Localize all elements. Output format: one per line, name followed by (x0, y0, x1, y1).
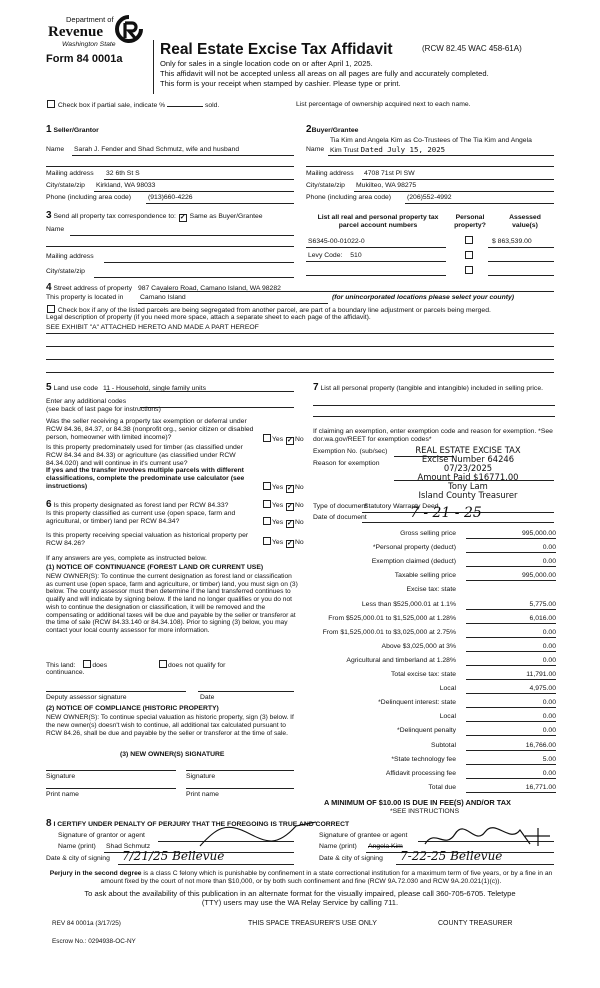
tax-row-label: Above $3,025,000 at 3% (381, 642, 456, 650)
located-line (138, 303, 328, 304)
parcel-line-3 (306, 275, 446, 276)
tax-row-label: Taxable selling price (394, 572, 456, 580)
buyer-city-value[interactable]: Mukilteo, WA 98275 (356, 182, 417, 189)
tax-row-value[interactable]: 0.00 (466, 699, 556, 708)
tax-row-label: Agricultural and timberland at 1.28% (346, 656, 456, 664)
see-instructions: *SEE INSTRUCTIONS (390, 808, 460, 815)
dor-logo-icon (114, 15, 144, 43)
buyer-trust-dated: Dated July 15, 2025 (360, 145, 446, 154)
doc-date-line (362, 522, 554, 523)
tax-row-label: *Delinquent interest: state (378, 699, 456, 707)
see-back-note: (see back of last page for instructions) (46, 406, 161, 413)
treasurer-stamp (380, 446, 556, 500)
personal-property-checkbox-1[interactable] (465, 236, 473, 244)
tax-row-label: From $1,525,000.01 to $3,025,000 at 2.75% (322, 628, 456, 636)
timber-yes-no: Yes ✓ No (262, 482, 304, 493)
additional-codes-label: Enter any additional codes (46, 398, 127, 405)
section4-address-row: 4 Street address of property 987 Cavalero Road, Camano Island, WA 98282 (46, 282, 281, 293)
grantee-name-value[interactable]: Angela Kim (368, 843, 403, 850)
section7-label: 7 List all personal property (tangible and intangible) included in selling price. (313, 382, 543, 393)
timber-question: Is this property predominately used for timber (as classified under RCW 84.34 and 84.33) or agriculture (as classified under RCW 84.34.020) and will continue in it's current use? (46, 444, 243, 468)
legal-description-label: Legal description of property (if you need more space, attach a separate sheet to each page of the affidavit). (46, 314, 371, 321)
tax-row-value[interactable]: 16,766.00 (466, 742, 556, 751)
levy-code[interactable]: Levy Code: 510 (308, 252, 362, 259)
tax-row (313, 558, 556, 569)
notice-compliance-title: (2) NOTICE OF COMPLIANCE (HISTORIC PROPERTY) (46, 705, 219, 712)
tax-row (313, 586, 556, 597)
timber-question-2: If yes and the transfer involves multiple parcels with different classifications, complete the predominate use calculator (see instructions) (46, 467, 245, 491)
section3-city-line (94, 277, 294, 278)
buyer-phone-value[interactable]: (206)552-4992 (407, 194, 452, 201)
tax-row-value[interactable]: 0.00 (466, 657, 556, 666)
tax-row-label: *Delinquent penalty (397, 727, 456, 735)
tax-row-label: Less than $525,000.01 at 1.1% (361, 600, 456, 608)
dept-line3: Washington State (62, 41, 116, 48)
partial-sale-row (46, 100, 219, 110)
tax-row-label: Excise tax: state (406, 586, 456, 594)
header-note-2: This affidavit will not be accepted unless all areas on all pages are fully and accurately completed. (160, 69, 489, 78)
section3-mailing-label: Mailing address (46, 253, 94, 260)
section3-city-label: City/state/zip (46, 268, 85, 275)
stamp-line1: REAL ESTATE EXCISE TAX (415, 445, 521, 455)
grantor-date-line (118, 864, 294, 865)
owner-signature-line-2[interactable] (186, 770, 294, 771)
header-divider (153, 40, 154, 94)
legal-line-2 (46, 346, 554, 347)
tax-row (313, 685, 556, 696)
personal-property-line-2[interactable] (313, 416, 555, 417)
personal-property-col-header: Personal property? (454, 214, 486, 230)
buyer-name-line-2 (306, 166, 554, 167)
tax-row-label: Affidavit processing fee (385, 769, 456, 777)
historic-yes-checkbox[interactable] (263, 537, 271, 545)
tax-row (313, 784, 556, 795)
tax-row-value[interactable]: 5.00 (466, 756, 556, 765)
stamp-line4: Amount Paid $16771.00 (417, 472, 519, 483)
tax-row-value[interactable]: 0.00 (466, 629, 556, 638)
dept-line2: Revenue (48, 24, 103, 40)
tax-row (313, 770, 556, 781)
header-note-1: Only for sales in a single location code on or after April 1, 2025. (160, 59, 373, 68)
grantor-signature-scribble (196, 818, 326, 850)
minimum-due-note: A MINIMUM OF $10.00 IS DUE IN FEE(S) AND/OR TAX (324, 798, 511, 807)
parcel-col-header: List all real and personal property tax parcel account numbers (317, 214, 439, 230)
grantor-date-label: Date & city of signing (46, 855, 110, 862)
parcel-line-2 (306, 261, 446, 262)
tax-row (313, 727, 556, 738)
form-title: Real Estate Excise Tax Affidavit (160, 41, 393, 58)
tax-row-value[interactable]: 0.00 (466, 770, 556, 779)
tax-row-label: Gross selling price (400, 530, 456, 537)
stamp-line2: Excise Number 64246 (421, 454, 515, 465)
grantee-date-label: Date & city of signing (319, 855, 383, 862)
unincorporated-note: (for unincorporated locations please select your county) (332, 294, 515, 301)
buyer-name-line1[interactable]: Tia Kim and Angela Kim as Co-Trustees of The Tia Kim and Angela (330, 137, 532, 144)
tax-row (313, 756, 556, 767)
section3-name-line-2 (46, 246, 294, 247)
this-land-row: This land: does does not qualify for (46, 662, 226, 669)
partial-sale-percent-field[interactable] (167, 106, 203, 107)
ownership-note: List percentage of ownership acquired next to each name. (296, 101, 471, 108)
located-label: This property is located in (46, 294, 124, 301)
buyer-city-label: City/state/zip (306, 182, 345, 189)
perjury-statement: Perjury in the second degree is a class C felony which is punishable by confinement in a state correctional institution for a maximum term of five years, or by a fine in an amount fixed by the court of not more than $10,000, or by both such confinement and fine (RCW 9A.72.030 and RCW 9A.20.021(1)(c)). (49, 870, 553, 885)
tax-row (313, 699, 556, 710)
grantee-date-line (396, 864, 554, 865)
tax-row-value[interactable]: 16,771.00 (466, 784, 556, 793)
deputy-date-label: Date (200, 694, 215, 701)
tax-row (313, 657, 556, 668)
exemption-yes-no: Yes ✓ No (262, 434, 304, 445)
seller-name-value[interactable]: Sarah J. Fender and Shad Schmutz, wife and husband (74, 146, 240, 153)
treasurer-use-only: THIS SPACE TREASURER'S USE ONLY (248, 920, 377, 927)
forest-question: 6 Is this property designated as forest land per RCW 84.33? (46, 499, 229, 510)
tax-row-label: Subtotal (431, 741, 456, 749)
partial-sale-checkbox[interactable] (47, 100, 55, 108)
tax-row (313, 742, 556, 753)
seller-city-label: City/state/zip (46, 182, 85, 189)
tax-row-value[interactable]: 0.00 (466, 713, 556, 722)
current-use-question: Is this property classified as current use (open space, farm and agricultural, or timber) land per RCW 84.34? (46, 510, 236, 526)
seller-name-line (72, 155, 294, 156)
rev-number: REV 84 0001a (3/17/25) (52, 920, 121, 927)
county-treasurer: COUNTY TREASURER (438, 920, 513, 927)
section3-name-label: Name (46, 226, 65, 233)
personal-property-checkbox-2[interactable] (465, 251, 473, 259)
doc-date-label: Date of document (313, 514, 367, 521)
deputy-signature-label: Deputy assessor signature (46, 694, 127, 701)
segregated-checkbox[interactable] (47, 305, 55, 313)
grantor-name-label: Name (print) (58, 843, 96, 850)
owner-signature-label-2: Signature (186, 773, 216, 780)
seller-heading: 1 Seller/Grantor (46, 124, 99, 135)
grantor-date-value[interactable]: 7/21/25 Bellevue (122, 849, 225, 863)
tax-row (313, 572, 556, 583)
buyer-heading: 2Buyer/Grantee (306, 124, 359, 135)
located-value[interactable]: Camano Island (140, 294, 186, 301)
tax-row (313, 601, 556, 612)
owner-print-label-2: Print name (186, 791, 219, 798)
alt-format-note: To ask about the availability of this publication in an alternate format for the visually impaired, please call 360-705-6705. Teletype (TTY) users may use the WA Relay Service by calling 711. (84, 889, 516, 907)
buyer-name-label: Name (306, 146, 325, 153)
stamp-line3: 07/23/2025 (443, 463, 493, 474)
exemption-question: Was the seller receiving a property tax exemption or deferral under RCW 84.36, 84.37, or 84.38 (nonprofit org., senior citizen or disabled person, homeowner with limited income)? (46, 418, 254, 442)
owner-print-label-1: Print name (46, 791, 79, 798)
certify-heading: 8 I CERTIFY UNDER PENALTY OF PERJURY THAT THE FOREGOING IS TRUE AND CORRECT (46, 818, 350, 829)
current-use-yes-no: Yes ✓ No (262, 517, 304, 528)
buyer-mailing-line (362, 179, 554, 180)
deputy-date-line[interactable] (198, 691, 294, 692)
doc-type-label: Type of document (313, 503, 368, 510)
stamp-line6: Island County Treasurer (418, 490, 518, 501)
tax-row (313, 629, 556, 640)
exemption-yes-checkbox[interactable] (263, 434, 271, 442)
tax-row-value[interactable]: 995,000.00 (466, 530, 556, 539)
exemption-no-checkbox[interactable]: ✓ (287, 437, 293, 444)
grantee-date-value[interactable]: 7-22-25 Bellevue (400, 849, 503, 863)
does-qualify-checkbox[interactable] (83, 660, 91, 668)
legal-description-text[interactable]: SEE EXHIBIT "A" ATTACHED HERETO AND MADE A PART HEREOF (46, 324, 259, 331)
forest-no-checkbox[interactable]: ✓ (287, 503, 293, 510)
tax-row-label: *Personal property (deduct) (372, 544, 456, 552)
rcw-reference: (RCW 82.45 WAC 458-61A) (422, 44, 522, 53)
tax-row-value[interactable]: 0.00 (466, 544, 556, 553)
personal-property-checkbox-3[interactable] (465, 266, 473, 274)
tax-row (313, 530, 556, 541)
property-address-line (160, 291, 554, 292)
current-use-no-checkbox[interactable]: ✓ (287, 520, 293, 527)
buyer-name-line2[interactable]: Kim Trust Dated July 15, 2025 (330, 145, 446, 154)
grantor-name-value[interactable]: Shad Schmutz (106, 843, 151, 850)
assessed-line-1 (488, 247, 554, 248)
buyer-phone-label: Phone (including area code) (306, 194, 392, 201)
legal-line-3 (46, 359, 554, 360)
exemption-note: If claiming an exemption, enter exemption code and reason for exemption. *See dor.wa.gov/REET for exemption codes* (313, 428, 553, 444)
land-use-code[interactable]: 11 - Household, single family units (102, 385, 206, 392)
seller-mailing-line (104, 179, 294, 180)
tax-row (313, 713, 556, 724)
owner-print-line-1[interactable] (46, 788, 176, 789)
section3-mailing-line (104, 262, 294, 263)
tax-row-value[interactable]: 4,975.00 (466, 685, 556, 694)
property-address[interactable]: 987 Cavalero Road, Camano Island, WA 98282 (137, 285, 281, 292)
tax-row-value[interactable]: 0.00 (466, 727, 556, 736)
exemption-no-label: Exemption No. (sub/sec) (313, 448, 388, 455)
tax-row-value[interactable]: 11,791.00 (466, 671, 556, 680)
escrow-number: Escrow No.: 0294938-OC-NY (52, 938, 136, 945)
section3-name-line (70, 235, 294, 236)
partial-sale-label: Check box if partial sale, indicate % (57, 102, 166, 109)
same-as-buyer-checkbox[interactable]: ✓ (179, 214, 186, 221)
tax-row-label: From $525,000.01 to $1,525,000 at 1.28% (328, 614, 456, 622)
owner-signature-line-1[interactable] (46, 770, 176, 771)
seller-mailing-value[interactable]: 32 6th St S (106, 170, 140, 177)
seller-name-label: Name (46, 146, 65, 153)
doc-date-value[interactable]: 7 - 21 - 25 (410, 505, 482, 521)
tax-row-label: Local (439, 685, 456, 693)
grantor-signature-label: Signature of grantor or agent (58, 832, 145, 839)
tax-row-value[interactable]: 6,016.00 (466, 615, 556, 624)
historic-question: Is this property receiving special valuation as historical property per RCW 84.26? (46, 532, 249, 548)
tax-row-label: Exemption claimed (deduct) (371, 558, 456, 566)
land-use-line (106, 391, 294, 392)
seller-city-line (94, 191, 294, 192)
tax-row (313, 671, 556, 682)
forest-yes-no: Yes ✓ No (262, 500, 304, 511)
form-number: Form 84 0001a (46, 53, 123, 65)
tax-row-value[interactable]: 0.00 (466, 643, 556, 652)
segregated-row: Check box if any of the listed parcels are being segregated from another parcel, are part of a boundary line adjustment or parcels being merged. (46, 305, 556, 315)
tax-row-value[interactable]: 995,000.00 (466, 572, 556, 581)
assessed-line-2 (488, 261, 554, 262)
tax-row-value[interactable]: 0.00 (466, 558, 556, 567)
personal-property-line-1[interactable] (313, 405, 555, 406)
historic-no-checkbox[interactable]: ✓ (287, 540, 293, 547)
buyer-city-line (354, 191, 554, 192)
current-use-yes-checkbox[interactable] (263, 517, 271, 525)
seller-name-line-2 (46, 166, 294, 167)
assessed-line-3 (488, 275, 554, 276)
owner-signature-label-1: Signature (46, 773, 76, 780)
if-yes-note: If any answers are yes, complete as instructed below. (46, 555, 207, 562)
owner-print-line-2[interactable] (186, 788, 294, 789)
grantee-signature-label: Signature of grantee or agent (319, 832, 408, 839)
additional-codes-line (140, 407, 294, 408)
deputy-signature-line[interactable] (46, 691, 186, 692)
tax-row (313, 544, 556, 555)
timber-yes-checkbox[interactable] (263, 482, 271, 490)
section3-heading: 3 Send all property tax correspondence to: ✓ Same as Buyer/Grantee (46, 210, 263, 221)
notice-compliance-text: NEW OWNER(S): To continue special valuation as historic property, sign (3) below. If the new owner(s) doesn't wish to continue, all additional tax calculated pursuant to RCW 84.26, shall be due and payable by the seller or transferor at the time of sale. (46, 714, 294, 737)
tax-row (313, 615, 556, 626)
tax-row-label: Local (439, 713, 456, 721)
seller-phone-label: Phone (including area code) (46, 194, 132, 201)
legal-line-1 (46, 333, 554, 334)
parcel-line-1 (306, 247, 446, 248)
legal-line-4 (46, 372, 554, 373)
seller-city-value[interactable]: Kirkland, WA 98033 (96, 182, 156, 189)
seller-phone-value[interactable]: (913)660-4226 (148, 194, 193, 201)
grantee-signature-scribble (420, 824, 560, 852)
reason-label: Reason for exemption (313, 460, 380, 467)
stamp-line5: Tony Lam (448, 481, 488, 492)
continuance-label: continuance. (46, 669, 85, 676)
tax-row-label: Total due (428, 783, 456, 791)
buyer-mailing-label: Mailing address (306, 170, 354, 177)
tax-row-label: Total excise tax: state (391, 671, 456, 678)
buyer-phone-line (405, 203, 554, 204)
timber-no-checkbox[interactable]: ✓ (287, 485, 293, 492)
tax-row (313, 643, 556, 654)
historic-yes-no: Yes ✓ No (262, 537, 304, 548)
not-qualify-checkbox[interactable] (159, 660, 167, 668)
land-use-row: 5 Land use code 11 - Household, single family units (46, 382, 206, 393)
tax-row-label: *State technology fee (391, 755, 456, 763)
grantee-name-label: Name (print) (319, 843, 357, 850)
assessed-col-header: Assessed value(s) (509, 214, 541, 230)
seller-phone-line (146, 203, 294, 204)
header-note-3: This form is your receipt when stamped by cashier. Please type or print. (160, 79, 401, 88)
new-owner-signature-title: (3) NEW OWNER(S) SIGNATURE (120, 751, 225, 758)
parcel-number[interactable]: S6345-00-01022-0 (308, 238, 365, 245)
buyer-name-line (328, 155, 554, 156)
dept-line1: Department of (66, 15, 114, 24)
partial-sale-sold: sold. (204, 102, 220, 109)
notice-continuance-title: (1) NOTICE OF CONTINUANCE (FOREST LAND OR CURRENT USE) (46, 564, 264, 571)
forest-yes-checkbox[interactable] (263, 500, 271, 508)
seller-mailing-label: Mailing address (46, 170, 94, 177)
doc-type-value[interactable]: Statutory Warranty Deed (364, 503, 439, 510)
buyer-mailing-value[interactable]: 4708 71st Pl SW (364, 170, 415, 177)
assessed-value[interactable]: $ 863,539.00 (492, 238, 532, 245)
tax-row-value[interactable]: 5,775.00 (466, 601, 556, 610)
notice-continuance-text: NEW OWNER(S): To continue the current designation as forest land or classification as current use (open space, farm and agriculture, or timber) land, you must sign on (3) below. The county assessor must then determine if the land transferred continues to qualify and will indicate by signing below. If the land no longer qualifies or you do not wish to continue the designation or classification, it will be removed and the compensating or additional taxes will be due and payable by the seller or transferor at the time of sale (RCW 84.33.140 or 84.34.108). Prior to signing (3) below, you may contact your local county assessor for more information. (46, 573, 298, 634)
